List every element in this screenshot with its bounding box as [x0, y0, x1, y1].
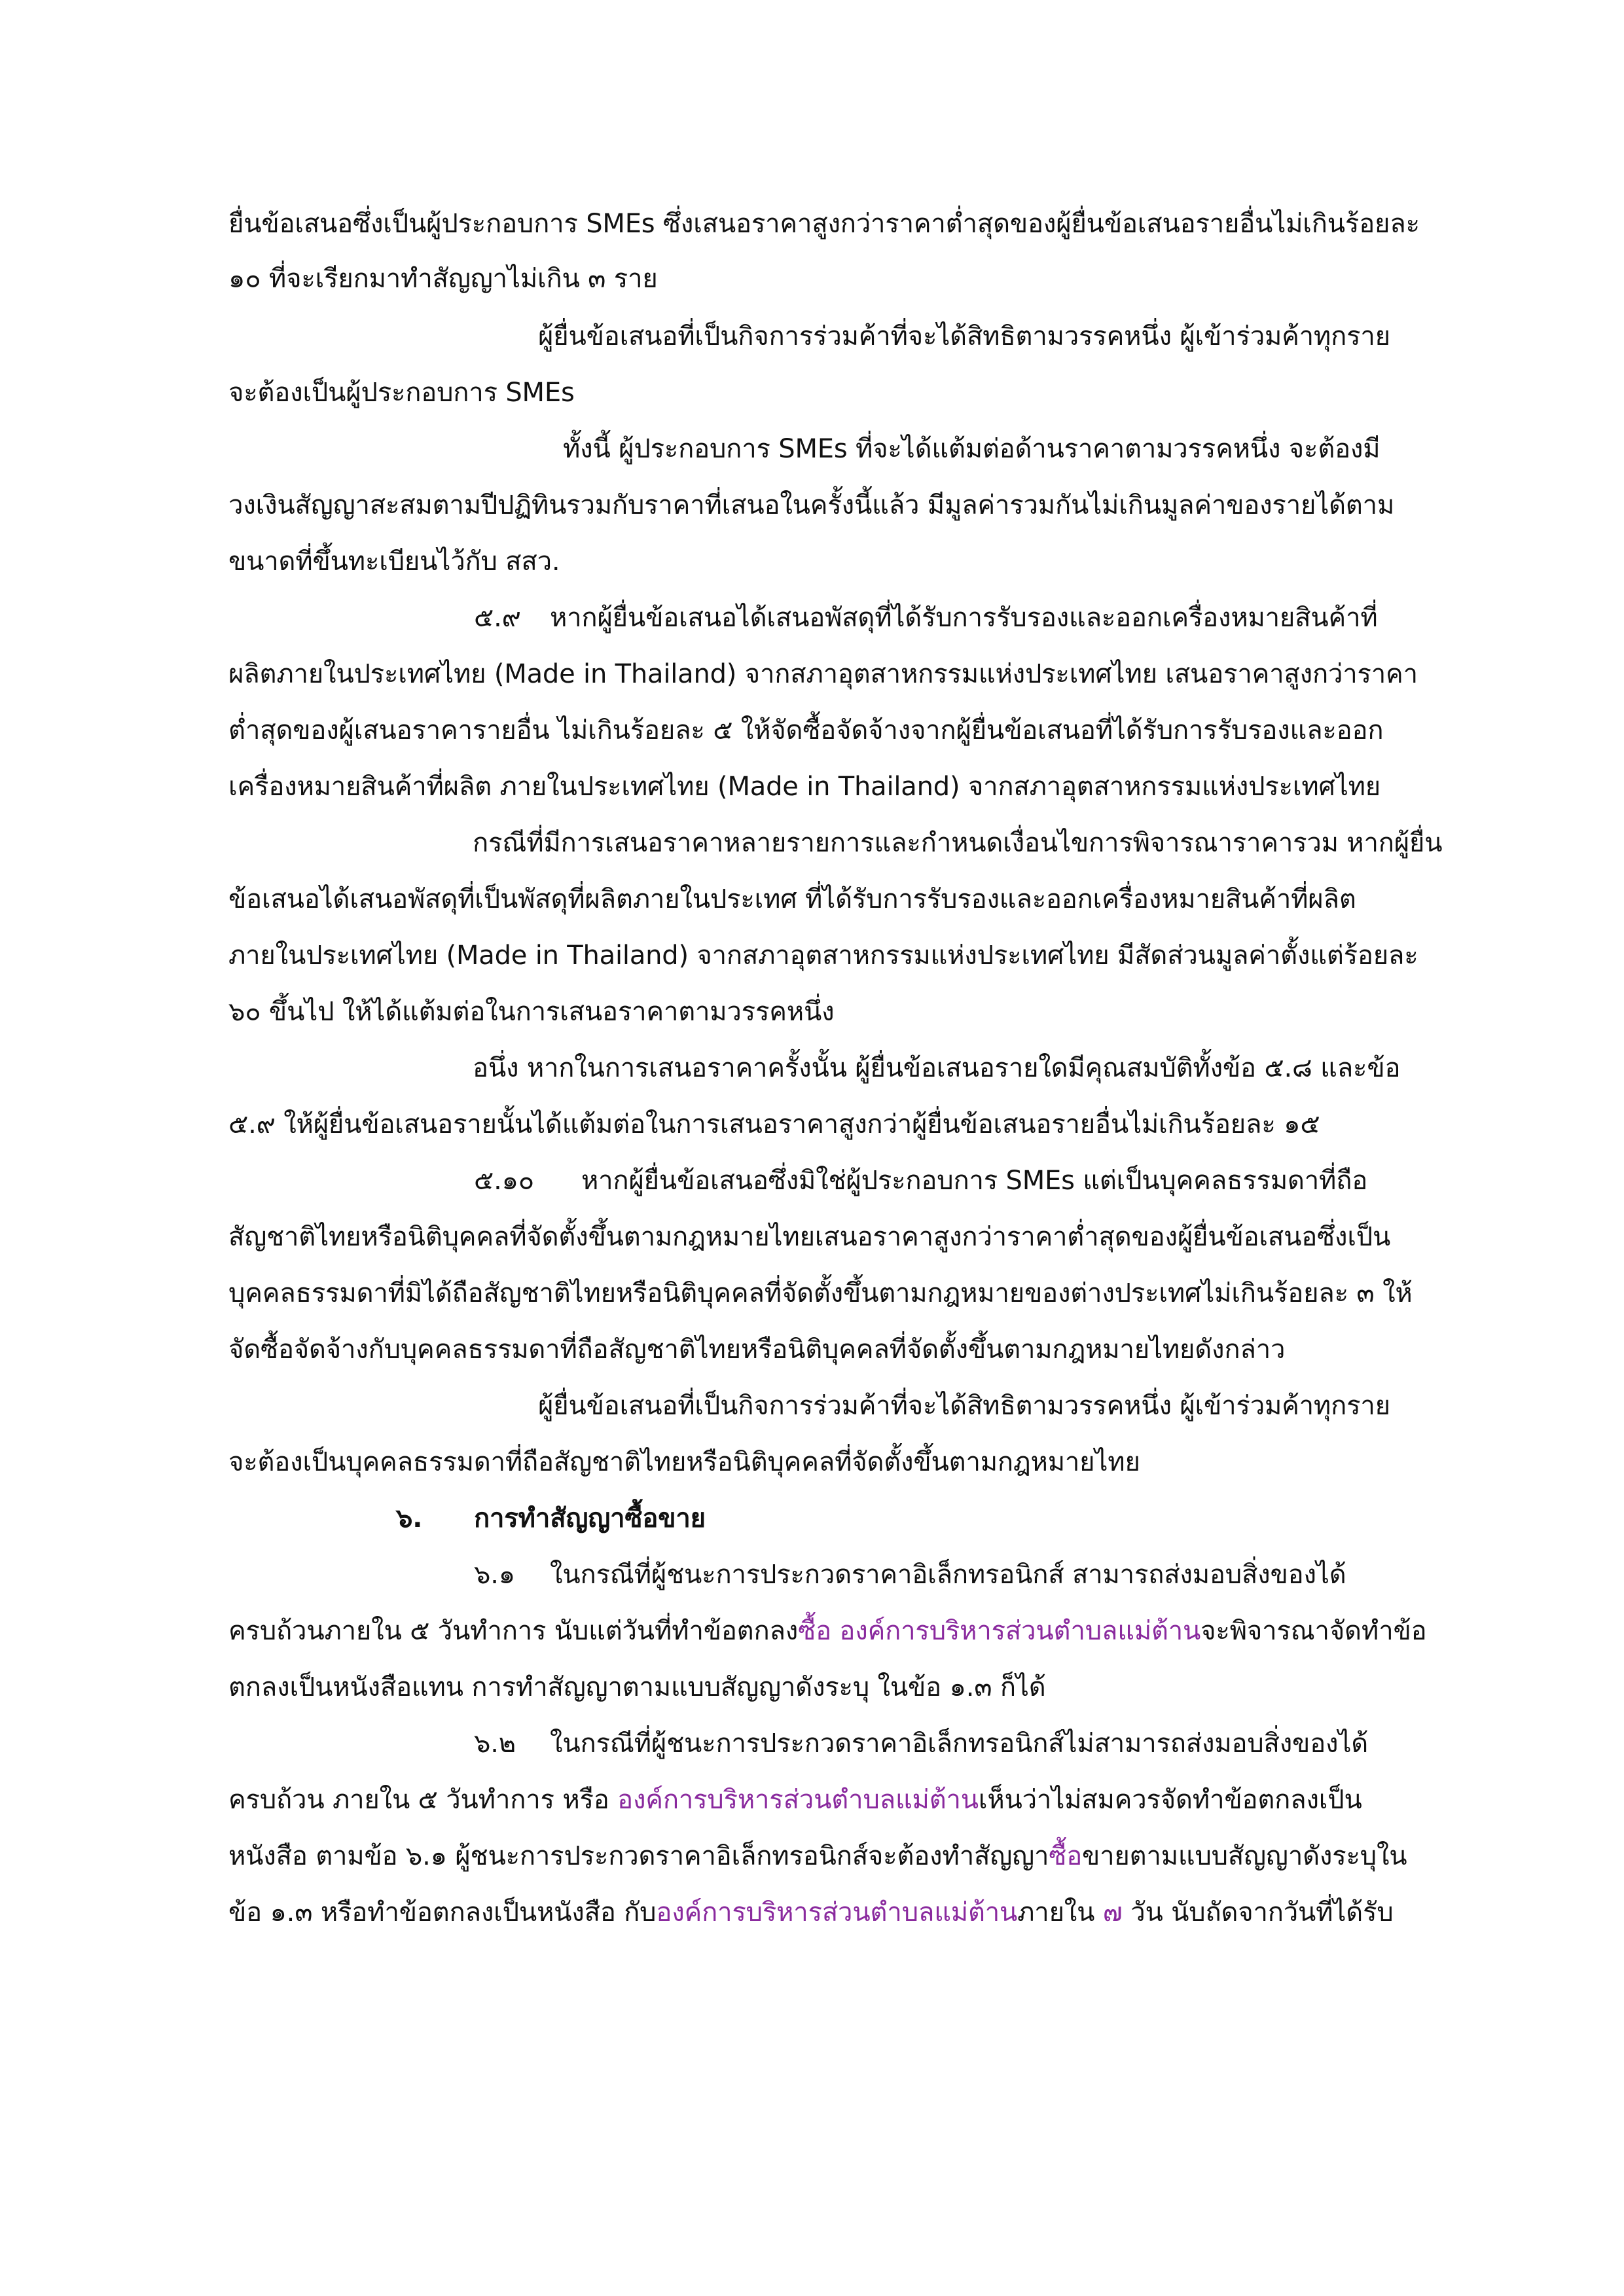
body-line: ๖๐ ขึ้นไป ให้ได้แต้มต่อในการเสนอราคาตามวรรคหนึ่ง — [228, 997, 835, 1027]
highlighted-text: ซื้อ องค์การบริหารส่วนตำบลแม่ต้าน — [798, 1616, 1201, 1646]
section-number: ๖.๑ — [474, 1560, 515, 1590]
section-number: ๕.๙ — [474, 603, 521, 633]
body-line: ภายในประเทศไทย (Made in Thailand) จากสภาอุตสาหกรรมแห่งประเทศไทย มีสัดส่วนมูลค่าตั้งแต่ร้อยละ — [228, 941, 1418, 971]
body-line: เครื่องหมายสินค้าที่ผลิต ภายในประเทศไทย (Made in Thailand) จากสภาอุตสาหกรรมแห่งประเทศไทย — [228, 772, 1381, 802]
body-line — [228, 1899, 1394, 1926]
body-line: ผู้ยื่นข้อเสนอที่เป็นกิจการร่วมค้าที่จะได้สิทธิตามวรรคหนึ่ง ผู้เข้าร่วมค้าทุกราย — [538, 321, 1390, 351]
body-line — [228, 1843, 1407, 1869]
body-line — [228, 1787, 1362, 1813]
body-line: ทั้งนี้ ผู้ประกอบการ SMEs ที่จะได้แต้มต่อด้านราคาตามวรรคหนึ่ง จะต้องมี — [563, 434, 1380, 464]
body-line: ๑๐ ที่จะเรียกมาทำสัญญาไม่เกิน ๓ ราย — [228, 264, 658, 294]
body-line: ต่ำสุดของผู้เสนอราคารายอื่น ไม่เกินร้อยละ ๕ ให้จัดซื้อจัดจ้างจากผู้ยื่นข้อเสนอที่ได้รับการรับรองและออก — [228, 715, 1384, 745]
body-line: กรณีที่มีการเสนอราคาหลายรายการและกำหนดเงื่อนไขการพิจารณาราคารวม หากผู้ยื่น — [473, 828, 1443, 858]
body-line: ข้อเสนอได้เสนอพัสดุที่เป็นพัสดุที่ผลิตภายในประเทศ ที่ได้รับการรับรองและออกเครื่องหมายสินค้าที่ผลิต — [228, 884, 1356, 914]
body-line: ในกรณีที่ผู้ชนะการประกวดราคาอิเล็กทรอนิกส์ สามารถส่งมอบสิ่งของได้ — [550, 1560, 1346, 1590]
body-line: ตกลงเป็นหนังสือแทน การทำสัญญาตามแบบสัญญาดังระบุ ในข้อ ๑.๓ ก็ได้ — [228, 1672, 1046, 1702]
body-text: ครบถ้วนภายใน ๕ วันทำการ นับแต่วันที่ทำข้อตกลง — [228, 1616, 799, 1646]
body-text: หนังสือ ตามข้อ ๖.๑ ผู้ชนะการประกวดราคาอิเล็กทรอนิกส์จะต้องทำสัญญา — [228, 1841, 1049, 1871]
body-line: สัญชาติไทยหรือนิติบุคคลที่จัดตั้งขึ้นตามกฎหมายไทยเสนอราคาสูงกว่าราคาต่ำสุดของผู้ยื่นข้อเสนอซึ่งเป็น — [228, 1222, 1391, 1252]
body-line: จัดซื้อจัดจ้างกับบุคคลธรรมดาที่ถือสัญชาติไทยหรือนิติบุคคลที่จัดตั้งขึ้นตามกฎหมายไทยดังกล่าว — [228, 1335, 1286, 1365]
body-text: ครบถ้วน ภายใน ๕ วันทำการ หรือ — [228, 1785, 618, 1815]
body-line: ในกรณีที่ผู้ชนะการประกวดราคาอิเล็กทรอนิกส์ไม่สามารถส่งมอบสิ่งของได้ — [550, 1729, 1369, 1759]
highlighted-text: ซื้อ — [1049, 1841, 1083, 1871]
section-heading-number: ๖. — [396, 1503, 423, 1534]
body-line: หากผู้ยื่นข้อเสนอได้เสนอพัสดุที่ได้รับการรับรองและออกเครื่องหมายสินค้าที่ — [550, 603, 1378, 633]
body-line: ผลิตภายในประเทศไทย (Made in Thailand) จากสภาอุตสาหกรรมแห่งประเทศไทย เสนอราคาสูงกว่าราคา — [228, 659, 1418, 689]
body-line: ๕.๙ ให้ผู้ยื่นข้อเสนอรายนั้นได้แต้มต่อในการเสนอราคาสูงกว่าผู้ยื่นข้อเสนอรายอื่นไม่เกินร้อยละ ๑๕ — [228, 1109, 1320, 1139]
body-line: ผู้ยื่นข้อเสนอที่เป็นกิจการร่วมค้าที่จะได้สิทธิตามวรรคหนึ่ง ผู้เข้าร่วมค้าทุกราย — [538, 1391, 1390, 1421]
highlighted-text: ๗ — [1102, 1897, 1123, 1928]
body-line: อนึ่ง หากในการเสนอราคาครั้งนั้น ผู้ยื่นข้อเสนอรายใดมีคุณสมบัติทั้งข้อ ๕.๘ และข้อ — [473, 1053, 1401, 1083]
body-line: วงเงินสัญญาสะสมตามปีปฏิทินรวมกับราคาที่เสนอในครั้งนี้แล้ว มีมูลค่ารวมกันไม่เกินมูลค่าของรายได้ตาม — [228, 490, 1395, 520]
body-line: ยื่นข้อเสนอซึ่งเป็นผู้ประกอบการ SMEs ซึ่งเสนอราคาสูงกว่าราคาต่ำสุดของผู้ยื่นข้อเสนอรายอื่นไม่เกินร้อยละ — [228, 209, 1420, 239]
highlighted-text: องค์การบริหารส่วนตำบลแม่ต้าน — [617, 1785, 979, 1815]
highlighted-text: องค์การบริหารส่วนตำบลแม่ต้าน — [656, 1897, 1018, 1928]
body-line: บุคคลธรรมดาที่มิได้ถือสัญชาติไทยหรือนิติบุคคลที่จัดตั้งขึ้นตามกฎหมายของต่างประเทศไม่เกินร้อยละ ๓ ให้ — [228, 1278, 1413, 1308]
section-number: ๕.๑๐ — [474, 1166, 534, 1196]
body-text: วัน นับถัดจากวันที่ได้รับ — [1122, 1897, 1394, 1928]
section-number: ๖.๒ — [474, 1729, 516, 1759]
body-text: ข้อ ๑.๓ หรือทำข้อตกลงเป็นหนังสือ กับ — [228, 1897, 657, 1928]
body-text: ขายตามแบบสัญญาดังระบุใน — [1082, 1841, 1407, 1871]
section-heading-title: การทำสัญญาซื้อขาย — [474, 1503, 706, 1534]
body-text: จะพิจารณาจัดทำข้อ — [1200, 1616, 1427, 1646]
body-line: หากผู้ยื่นข้อเสนอซึ่งมิใช่ผู้ประกอบการ SMEs แต่เป็นบุคคลธรรมดาที่ถือ — [581, 1166, 1368, 1196]
body-line — [228, 1618, 1426, 1644]
body-line: จะต้องเป็นผู้ประกอบการ SMEs — [228, 378, 575, 408]
body-line: จะต้องเป็นบุคคลธรรมดาที่ถือสัญชาติไทยหรือนิติบุคคลที่จัดตั้งขึ้นตามกฎหมายไทย — [228, 1447, 1140, 1477]
body-text: เห็นว่าไม่สมควรจัดทำข้อตกลงเป็น — [978, 1785, 1362, 1815]
body-line: ขนาดที่ขึ้นทะเบียนไว้กับ สสว. — [228, 547, 560, 577]
body-text: ภายใน — [1017, 1897, 1103, 1928]
